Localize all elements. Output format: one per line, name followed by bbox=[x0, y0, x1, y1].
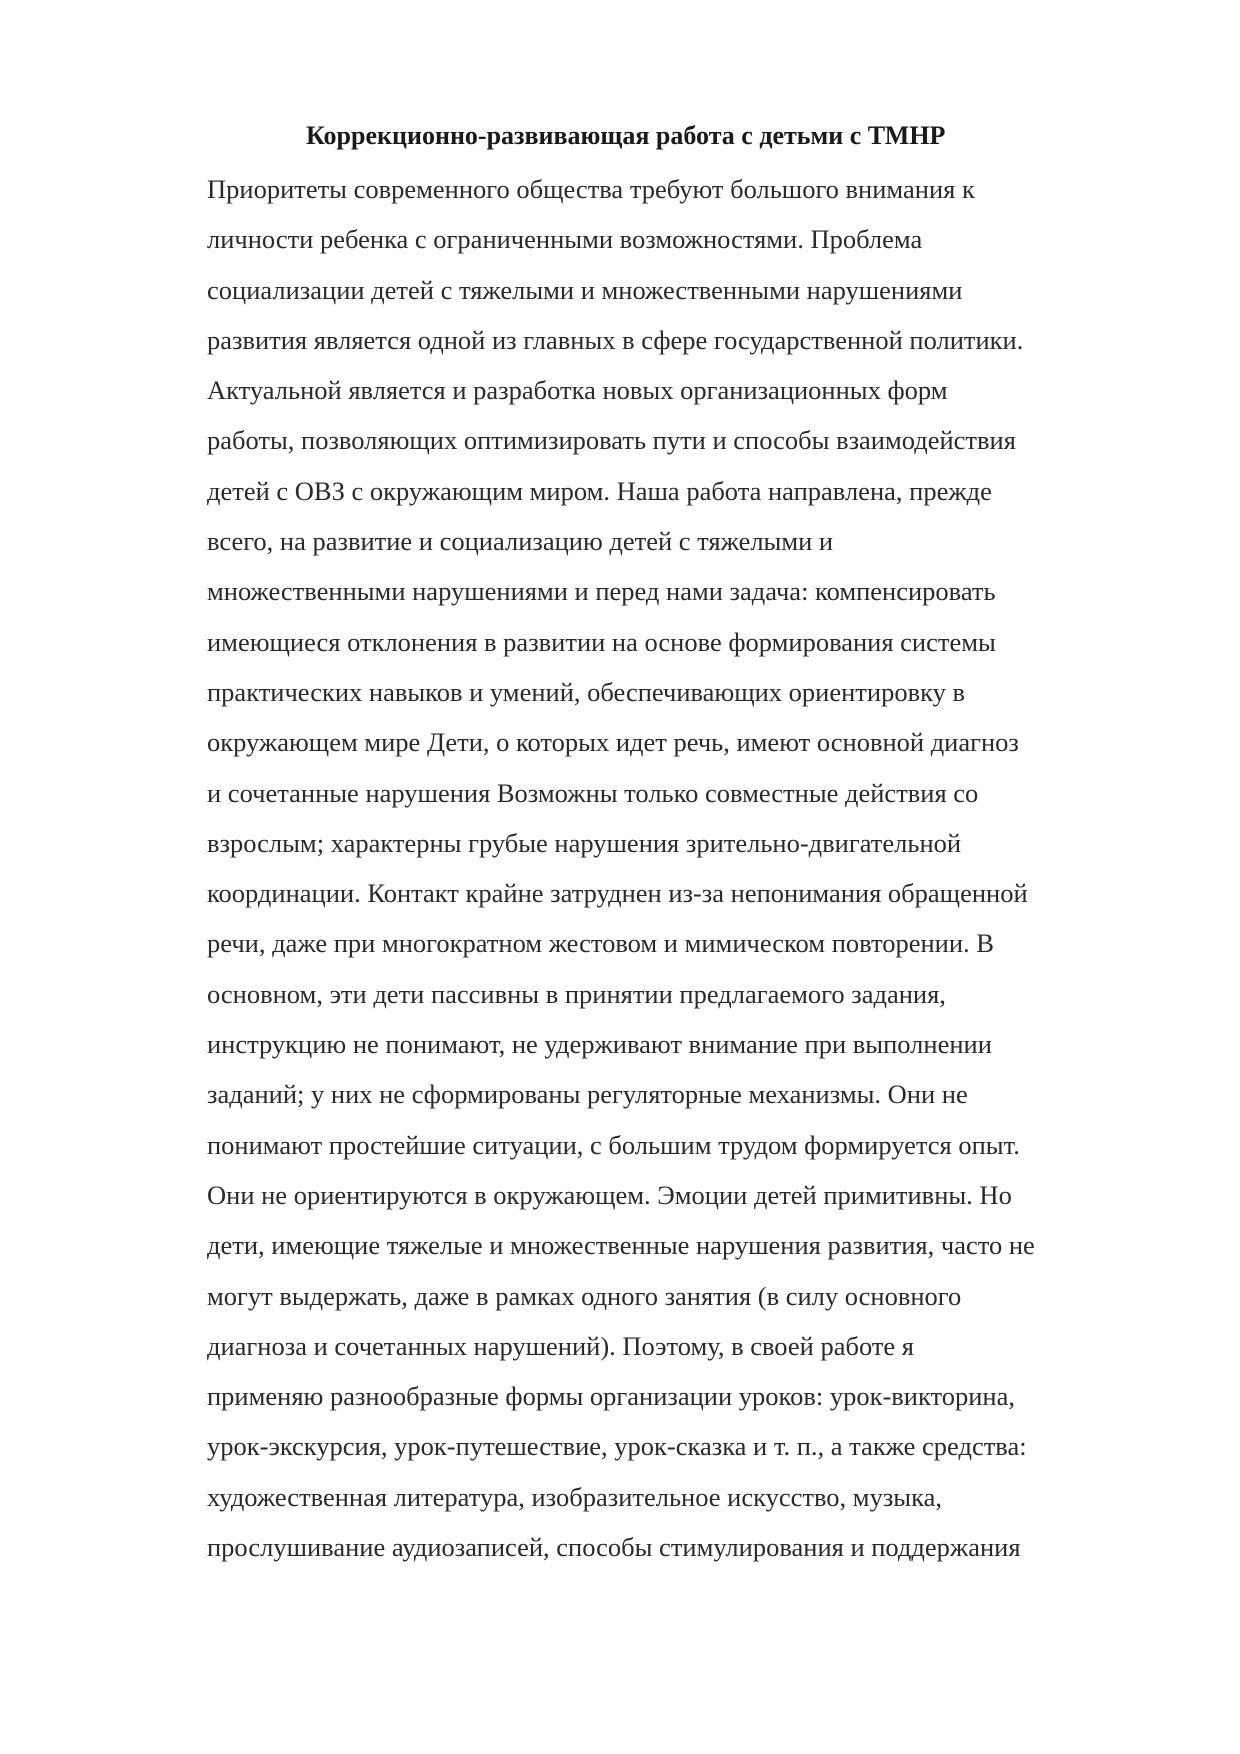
text-line: всего, на развитие и социализацию детей с тяжелыми и bbox=[207, 526, 834, 557]
text-line: социализации детей с тяжелыми и множественными нарушениями bbox=[207, 274, 963, 305]
text-line: основном, эти дети пассивны в принятии предлагаемого задания, bbox=[207, 978, 946, 1009]
text-line: диагноза и сочетанных нарушений). Поэтому, в своей работе я bbox=[207, 1330, 914, 1361]
text-line: практических навыков и умений, обеспечивающих ориентировку в bbox=[207, 676, 965, 707]
text-line: и сочетанные нарушения Возможны только совместные действия со bbox=[207, 777, 979, 808]
text-line: окружающем мире Дети, о которых идет речь, имеют основной диагноз bbox=[207, 727, 1019, 758]
text-line: урок-экскурсия, урок-путешествие, урок-сказка и т. п., а также средства: bbox=[207, 1431, 1027, 1462]
text-line: развития является одной из главных в сфере государственной политики. bbox=[207, 324, 1024, 355]
text-line: речи, даже при многократном жестовом и мимическом повторении. В bbox=[207, 928, 994, 959]
text-line: могут выдержать, даже в рамках одного занятия (в силу основного bbox=[207, 1280, 962, 1311]
document-title: Коррекционно-развивающая работа с детьми с ТМНР bbox=[306, 121, 946, 150]
text-line: Приоритеты современного общества требуют большого внимания к bbox=[207, 174, 975, 204]
text-line: множественными нарушениями и перед нами задача: компенсировать bbox=[207, 576, 996, 607]
text-line: понимают простейшие ситуации, с большим трудом формируется опыт. bbox=[207, 1129, 1020, 1160]
text-line: имеющиеся отклонения в развитии на основе формирования системы bbox=[207, 626, 996, 657]
text-line: личности ребенка с ограниченными возможностями. Проблема bbox=[207, 224, 923, 255]
text-line: работы, позволяющих оптимизировать пути и способы взаимодействия bbox=[207, 425, 1016, 456]
text-line: применяю разнообразные формы организации уроков: урок-викторина, bbox=[207, 1381, 1015, 1412]
text-line: художественная литература, изобразительное искусство, музыка, bbox=[207, 1481, 942, 1512]
text-line: детей с ОВЗ с окружающим миром. Наша работа направлена, прежде bbox=[207, 475, 992, 506]
text-line: дети, имеющие тяжелые и множественные нарушения развития, часто не bbox=[207, 1230, 1035, 1261]
text-line: инструкцию не понимают, не удерживают внимание при выполнении bbox=[207, 1029, 992, 1060]
text-line: прослушивание аудиозаписей, способы стимулирования и поддержания bbox=[207, 1532, 1021, 1563]
text-line: координации. Контакт крайне затруднен из-за непонимания обращенной bbox=[207, 878, 1028, 909]
text-line: заданий; у них не сформированы регуляторные механизмы. Они не bbox=[207, 1079, 968, 1110]
text-line: Они не ориентируются в окружающем. Эмоции детей примитивны. Но bbox=[207, 1179, 1012, 1210]
document-body bbox=[207, 164, 1127, 1572]
text-line: взрослым; характерны грубые нарушения зрительно-двигательной bbox=[207, 827, 962, 858]
text-line: Актуальной является и разработка новых организационных форм bbox=[207, 375, 948, 406]
